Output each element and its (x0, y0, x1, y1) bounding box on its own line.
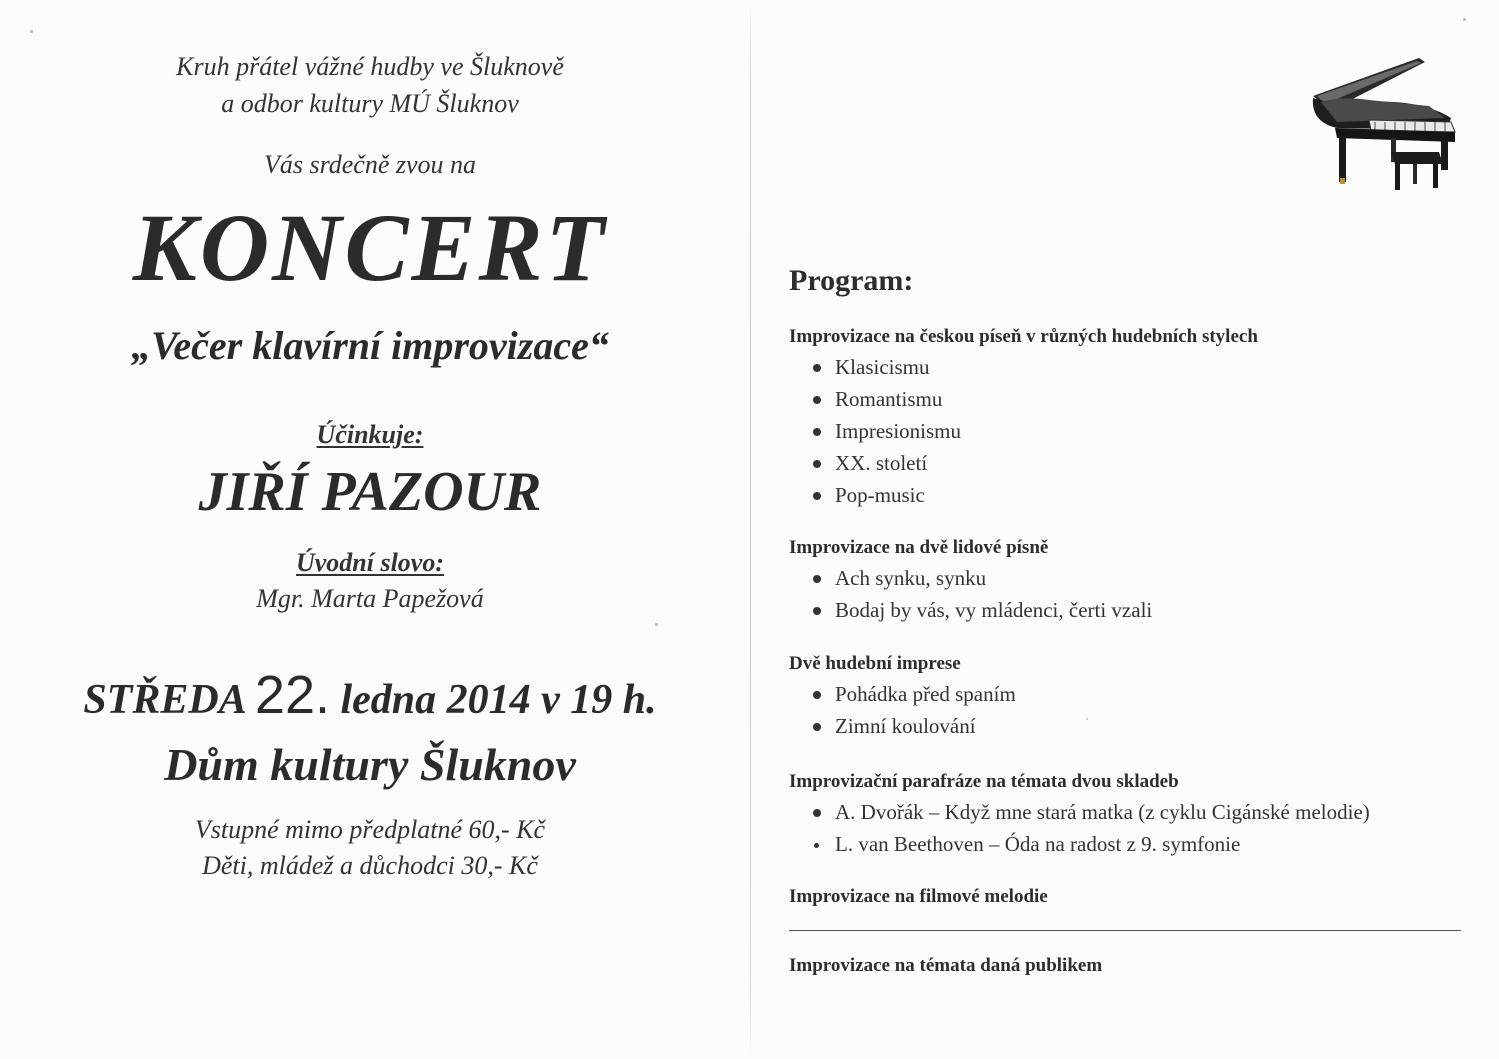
list-item-text: XX. století (835, 451, 928, 475)
section-items (789, 562, 1469, 626)
date-day: 22. (254, 665, 330, 725)
list-item (789, 710, 1469, 742)
list-item-text: Romantismu (835, 387, 943, 411)
fold-line (750, 0, 751, 1059)
list-item-text: Zimní koulování (835, 714, 976, 738)
program-section (789, 650, 1469, 742)
divider-line (789, 930, 1461, 931)
price-line-1: Vstupné mimo předplatné 60,- Kč (194, 815, 546, 844)
list-item-text: A. Dvořák – Když mne stará matka (z cyklu Cigánské melodie) (835, 800, 1370, 824)
program-title: Program: (789, 264, 914, 297)
list-item-text: Ach synku, synku (835, 566, 987, 590)
organizer-line-1: Kruh přátel vážné hudby ve Šluknově (176, 52, 564, 81)
bullet-icon (813, 460, 821, 468)
list-item-text: Bodaj by vás, vy mládenci, čerti vzali (835, 598, 1153, 622)
price-line-2: Děti, mládež a důchodci 30,- Kč (202, 851, 538, 880)
speaker-label: Úvodní slovo: (295, 548, 445, 577)
date-weekday: STŘEDA (83, 677, 245, 723)
bullet-icon (813, 575, 821, 583)
organizer-line-2: a odbor kultury MÚ Šluknov (221, 89, 519, 118)
list-item (789, 447, 1469, 479)
concert-title: KONCERT (132, 194, 608, 301)
list-item (789, 678, 1469, 710)
program-section (789, 883, 1469, 911)
concert-subtitle: „Večer klavírní improvizace“ (131, 323, 609, 368)
program-section (789, 952, 1469, 980)
concert-venue: Dům kultury Šluknov (164, 739, 576, 790)
list-item-text: Impresionismu (835, 419, 961, 443)
section-heading: Improvizační parafráze na témata dvou skladeb (789, 771, 1179, 792)
bullet-icon (813, 723, 821, 731)
date-rest: ledna 2014 v 19 h. (340, 677, 657, 723)
performer-name: JIŘÍ PAZOUR (198, 461, 542, 523)
program-section (789, 768, 1469, 860)
list-item (789, 796, 1469, 828)
bullet-icon (813, 396, 821, 404)
bullet-icon (813, 809, 821, 817)
section-heading: Improvizace na českou píseň v různých hudebních stylech (789, 326, 1258, 347)
section-heading: Improvizace na témata daná publikem (789, 955, 1103, 976)
section-items (789, 351, 1469, 511)
bullet-icon (814, 843, 819, 848)
invitation-panel (40, 0, 700, 1059)
performer-label-row (40, 420, 700, 450)
scan-speck (30, 30, 33, 33)
speaker-label-row (40, 548, 700, 578)
bullet-icon (813, 428, 821, 436)
bullet-icon (813, 607, 821, 615)
list-item (789, 828, 1469, 860)
list-item (789, 562, 1469, 594)
list-item-text: L. van Beethoven – Óda na radost z 9. symfonie (835, 832, 1241, 856)
section-heading: Improvizace na dvě lidové písně (789, 537, 1049, 558)
speaker-name: Mgr. Marta Papežová (256, 584, 484, 613)
list-item (789, 479, 1469, 511)
program-section (789, 534, 1469, 626)
performer-label: Účinkuje: (316, 420, 424, 449)
bullet-icon (813, 364, 821, 372)
section-items (789, 678, 1469, 742)
section-heading: Improvizace na filmové melodie (789, 886, 1048, 907)
bullet-icon (813, 691, 821, 699)
section-items (789, 796, 1469, 860)
concert-date (40, 664, 700, 726)
list-item (789, 383, 1469, 415)
bullet-icon (813, 492, 821, 500)
section-heading: Dvě hudební imprese (789, 653, 961, 674)
program-section (789, 323, 1469, 511)
list-item (789, 594, 1469, 626)
grand-piano-icon (1309, 52, 1461, 192)
list-item-text: Pohádka před spaním (835, 682, 1016, 706)
list-item-text: Klasicismu (835, 355, 930, 379)
list-item (789, 415, 1469, 447)
invite-text: Vás srdečně zvou na (263, 150, 477, 179)
program-panel (789, 0, 1469, 1059)
list-item (789, 351, 1469, 383)
list-item-text: Pop-music (835, 483, 925, 507)
